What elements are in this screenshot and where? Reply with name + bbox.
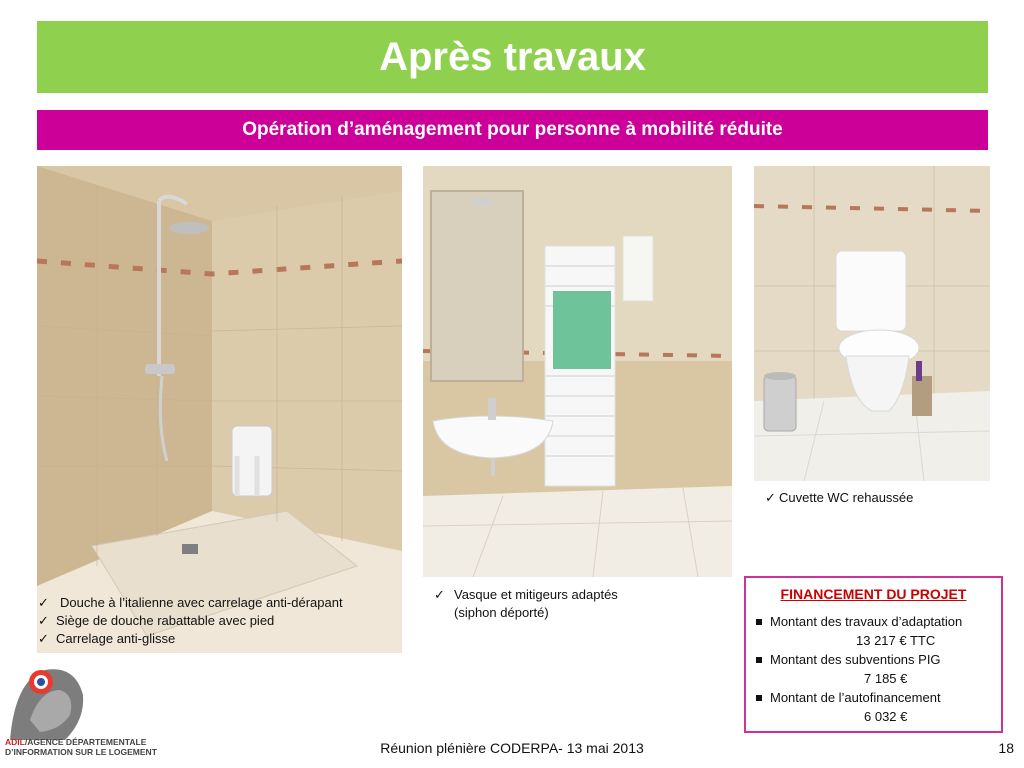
list-item xyxy=(756,612,1001,650)
adil-line-2: D’INFORMATION SUR LE LOGEMENT xyxy=(5,747,157,757)
page-number: 18 xyxy=(998,740,1014,756)
financing-title: FINANCEMENT DU PROJET xyxy=(780,586,967,602)
list-item xyxy=(38,594,398,612)
slide-subtitle xyxy=(37,110,988,150)
financing-label-subsidies: Montant des subventions PIG xyxy=(770,652,941,667)
list-item xyxy=(756,688,1001,726)
financing-amount-self: 6 032 € xyxy=(864,709,908,724)
financing-label-works: Montant des travaux d’adaptation xyxy=(770,614,963,629)
financing-list xyxy=(746,612,1001,726)
list-item xyxy=(765,489,985,507)
financing-amount-works: 13 217 € TTC xyxy=(856,633,936,648)
toilet-features-list xyxy=(765,489,985,507)
list-item xyxy=(434,586,694,604)
sink-feature-line-2: (siphon déporté) xyxy=(454,605,549,620)
slide-subtitle-text: Opération d’aménagement pour personne à mobilité réduite xyxy=(242,119,783,140)
financing-label-self: Montant de l’autofinancement xyxy=(770,690,941,705)
toilet-photo xyxy=(754,166,990,481)
sink-feature-line-1: Vasque et mitigeurs adaptés xyxy=(454,587,618,602)
square-bullet-icon xyxy=(756,619,762,625)
check-icon: ✓ xyxy=(38,631,49,646)
square-bullet-icon xyxy=(756,657,762,663)
square-bullet-icon xyxy=(756,695,762,701)
financing-amount-subsidies: 7 185 € xyxy=(864,671,908,686)
shower-photo xyxy=(37,166,402,653)
adil-acronym: ADIL xyxy=(5,737,25,747)
shower-features-list xyxy=(38,594,398,648)
list-item xyxy=(434,604,694,622)
shower-feature-3: Carrelage anti-glisse xyxy=(56,631,176,646)
slide-title-text: Après travaux xyxy=(379,34,646,79)
list-item xyxy=(38,630,398,648)
adil-line-1: /AGENCE DÉPARTEMENTALE xyxy=(24,737,147,747)
shower-feature-2: Siège de douche rabattable avec pied xyxy=(56,613,275,628)
shower-feature-1: Douche à l’italienne avec carrelage anti-dérapant xyxy=(60,595,343,610)
slide-title xyxy=(37,21,988,93)
check-icon: ✓ xyxy=(765,490,776,505)
list-item xyxy=(38,612,398,630)
list-item xyxy=(756,650,1001,688)
financing-box xyxy=(744,576,1003,733)
check-icon: ✓ xyxy=(434,587,445,602)
sink-photo xyxy=(423,166,732,577)
check-icon: ✓ xyxy=(38,595,49,610)
footer-meeting: Réunion plénière CODERPA- 13 mai 2013 xyxy=(380,740,644,756)
sink-features-list xyxy=(434,586,694,622)
check-icon: ✓ xyxy=(38,613,49,628)
toilet-feature: Cuvette WC rehaussée xyxy=(779,490,914,505)
